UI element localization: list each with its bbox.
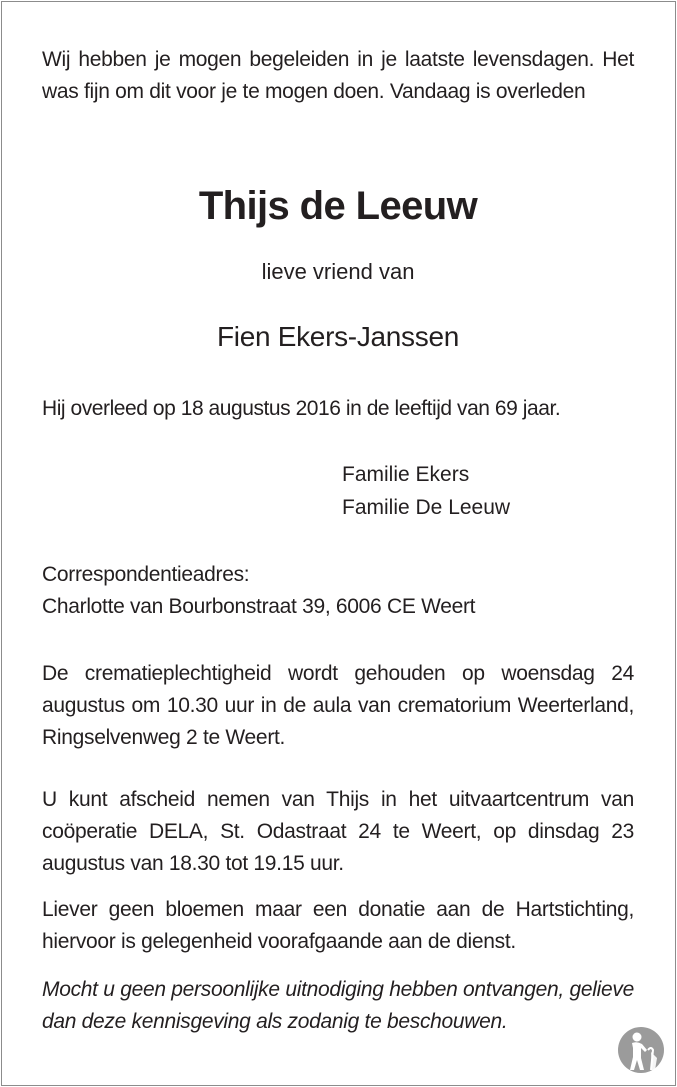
donation-text: Liever geen bloemen maar een donatie aan de Hartstichting, hiervoor is gelegenheid voorafgaande aan de dienst. [42,898,634,953]
family-signatures [342,458,510,524]
notice-text: Mocht u geen persoonlijke uitnodiging hebben ontvangen, gelieve dan deze kennisgeving als zodanig te beschouwen. [42,978,634,1033]
farewell-text: U kunt afscheid nemen van Thijs in het uitvaartcentrum van coöperatie DELA, St. Odastraat 24 te Weert, op dinsdag 23 augustus van 18.30 tot 19.15 uur. [42,788,634,875]
partner-name: Fien Ekers-Janssen [216,321,460,352]
family-line: Familie Ekers [342,463,470,486]
person-with-cane-icon [617,1026,665,1074]
correspondence-label: Correspondentieadres: [42,563,250,586]
cremation-text: De crematieplechtigheid wordt gehouden op woensdag 24 augustus om 10.30 uur in de aula van crematorium Weerterland, Ringselvenweg 2 te Weert. [42,662,634,749]
death-statement: Hij overleed op 18 augustus 2016 in de leeftijd van 69 jaar. [42,397,561,420]
correspondence-block [42,559,634,623]
intro-text: Wij hebben je mogen begeleiden in je laatste levensdagen. Het was fijn om dit voor je te mogen doen. Vandaag is overleden [42,48,634,103]
correspondence-address: Charlotte van Bourbonstraat 39, 6006 CE Weert [42,595,476,618]
family-line: Familie De Leeuw [342,496,511,519]
relation-text: lieve vriend van [261,259,415,284]
deceased-name: Thijs de Leeuw [198,184,478,228]
